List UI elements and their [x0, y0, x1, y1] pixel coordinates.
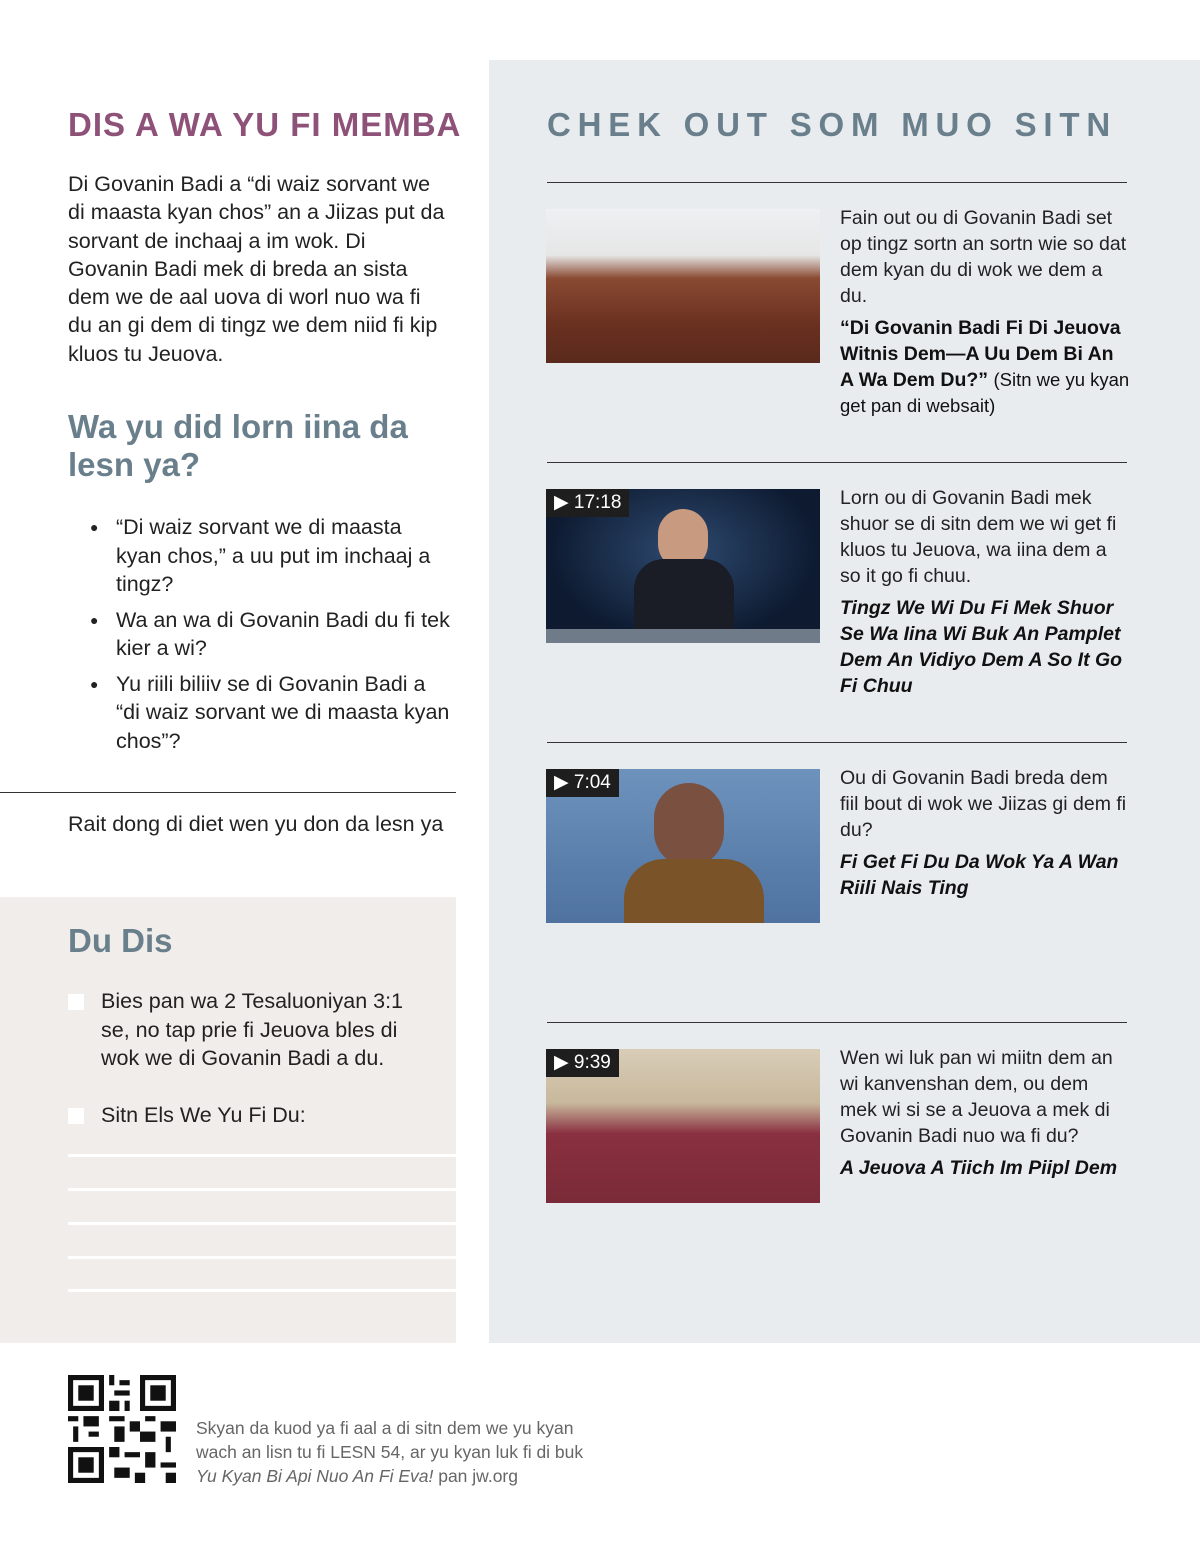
resource-item: [840, 765, 1130, 901]
question: ● Yu riili biliiv se di Govanin Badi a “di waiz sorvant we di maasta kyan chos”?: [90, 670, 450, 756]
resource-link[interactable]: Tingz We Wi Du Fi Mek Shuor Se Wa Iina Wi Buk An Pamplet Dem An Vidiyo Dem A So It Go Fi Chuu: [840, 597, 1123, 697]
video-thumbnail[interactable]: [546, 769, 820, 923]
do-this-box: [0, 897, 456, 1343]
write-line[interactable]: [68, 1222, 456, 1225]
footer-line: Skyan da kuod ya fi aal a di sitn dem we yu kyan: [196, 1418, 574, 1438]
resource-note: (Sitn we yu kyan get pan di websait): [840, 369, 1130, 416]
divider: [547, 462, 1127, 463]
duration-text: 17:18: [573, 492, 622, 513]
do-this-title: Du Dis: [68, 922, 173, 959]
video-thumbnail[interactable]: [546, 489, 820, 643]
review-title: Wa yu did lorn iina da lesn ya?: [68, 408, 408, 483]
do-this-item: Bies pan wa 2 Tesaluoniyan 3:1 se, no tap prie fi Jeuova bles di wok we di Govanin Badi a du.: [101, 989, 404, 1070]
resource-item: [840, 205, 1130, 419]
do-this-item: Sitn Els We Yu Fi Du:: [101, 1103, 306, 1127]
footer-text: [196, 1416, 583, 1488]
resource-title[interactable]: “Di Govanin Badi Fi Di Jeuova Witnis Dem—A Uu Dem Bi An A Wa Dem Du?”: [840, 317, 1121, 391]
video-duration: ▶ 7:04: [546, 769, 619, 797]
resource-description: Wen wi luk pan wi miitn dem an wi kanvenshan dem, ou dem mek wi si se a Jeuova a mek di Govanin Badi nuo wa fi du?: [840, 1047, 1113, 1147]
website[interactable]: pan jw.org: [438, 1466, 518, 1486]
resource-item: [840, 485, 1130, 699]
article-image[interactable]: [546, 209, 820, 363]
checkbox[interactable]: [68, 994, 84, 1010]
divider: [547, 742, 1127, 743]
video-duration: ▶ 17:18: [546, 489, 629, 517]
resource-description: Lorn ou di Govanin Badi mek shuor se di sitn dem we wi get fi kluos tu Jeuova, wa iina dem a so it go fi chuu.: [840, 487, 1117, 587]
resource-item: [840, 1045, 1130, 1181]
resource-link[interactable]: A Jeuova A Tiich Im Piipl Dem: [840, 1157, 1118, 1179]
video-thumbnail[interactable]: [546, 1049, 820, 1203]
intro-text: Di Govanin Badi a “di waiz sorvant we di maasta kyan chos” an a Jiizas put da sorvant de inchaaj a im wok. Di Govanin Badi mek di breda an sista dem we de aal uova di worl nuo wa fi du an gi dem di tingz we dem niid fi kip kluos tu Jeuova.: [68, 172, 445, 366]
duration-text: 7:04: [573, 772, 611, 793]
date-prompt: Rait dong di diet wen yu don da lesn ya: [68, 812, 444, 836]
write-line[interactable]: [68, 1154, 456, 1157]
resource-link[interactable]: Fi Get Fi Du Da Wok Ya A Wan Riili Nais Ting: [840, 851, 1119, 899]
question: ● Wa an wa di Govanin Badi du fi tek kier a wi?: [90, 606, 450, 663]
review-questions: [90, 513, 450, 762]
duration-text: 9:39: [573, 1052, 611, 1073]
more-resources-title: CHEK OUT SOM MUO SITN: [547, 106, 1117, 143]
remember-title: DIS A WA YU FI MEMBA: [68, 106, 462, 143]
divider: [0, 792, 456, 793]
question: ● “Di waiz sorvant we di maasta kyan chos,” a uu put im inchaaj a tingz?: [90, 513, 450, 599]
qr-code[interactable]: [68, 1375, 176, 1483]
resource-link[interactable]: [840, 315, 1130, 419]
divider: [547, 182, 1127, 183]
divider: [547, 1022, 1127, 1023]
resource-description: Fain out ou di Govanin Badi set op tingz sortn an sortn wie so dat dem kyan du di wok we dem a du.: [840, 207, 1127, 307]
video-duration: ▶ 9:39: [546, 1049, 619, 1077]
resource-description: Ou di Govanin Badi breda dem fiil bout di wok we Jiizas gi dem fi du?: [840, 767, 1127, 841]
write-line[interactable]: [68, 1256, 456, 1259]
checkbox[interactable]: [68, 1108, 84, 1124]
footer-line: wach an lisn tu fi LESN 54, ar yu kyan luk fi di buk: [196, 1442, 584, 1462]
book-title: Yu Kyan Bi Api Nuo An Fi Eva!: [196, 1466, 434, 1486]
write-line[interactable]: [68, 1188, 456, 1191]
write-line[interactable]: [68, 1289, 456, 1292]
